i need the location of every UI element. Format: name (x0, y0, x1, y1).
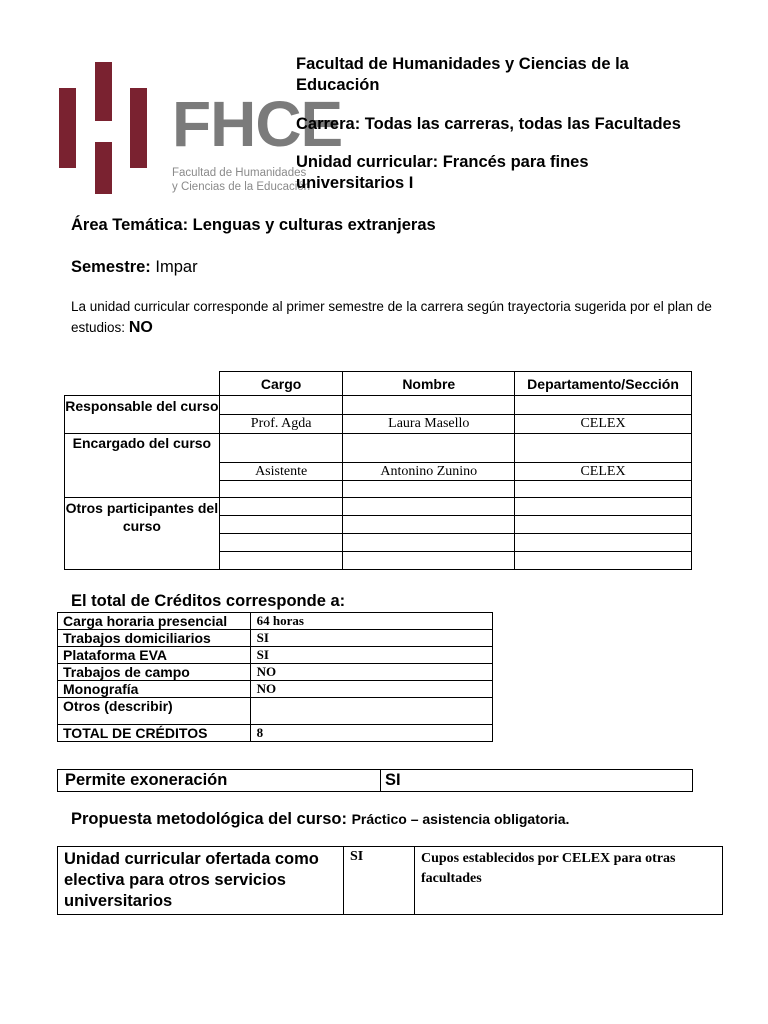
table-row (58, 681, 493, 698)
encargado-cargo: Asistente (219, 463, 343, 481)
credit-label: Otros (describir) (58, 698, 251, 725)
trajectory-answer: NO (128, 319, 153, 336)
credit-label: Plataforma EVA (58, 647, 251, 664)
encargado-nombre: Antonino Zunino (343, 463, 515, 481)
elective-label: Unidad curricular ofertada como electiva para otros servicios universitarios (58, 847, 344, 915)
methodology-value: Práctico – asistencia obligatoria. (351, 811, 570, 827)
table-cell (219, 434, 343, 463)
encargado-label: Encargado del curso (65, 434, 220, 498)
career-line: Carrera: Todas las carreras, todas las Facultades (296, 115, 681, 133)
credit-label: Monografía (58, 681, 251, 698)
table-row (65, 396, 692, 415)
credit-value: SI (250, 630, 492, 647)
credits-title: El total de Créditos corresponde a: (71, 592, 346, 610)
credit-total-value: 8 (250, 725, 492, 742)
table-cell (219, 396, 343, 415)
exoneration-value: SI (381, 770, 693, 792)
area-tematica: Área Temática: Lenguas y culturas extranjeras (71, 216, 436, 234)
otros-label: Otros participantes del curso (65, 498, 220, 570)
staff-corner (65, 372, 220, 396)
col-header-cargo: Cargo (219, 372, 343, 396)
table-cell (515, 534, 692, 552)
credit-label: Trabajos domiciliarios (58, 630, 251, 647)
table-cell (515, 434, 692, 463)
elective-value: SI (344, 847, 415, 915)
encargado-depto: CELEX (515, 463, 692, 481)
table-row (58, 770, 693, 792)
logo-acronym: FHCE (172, 88, 343, 160)
credits-table (57, 612, 493, 742)
responsable-depto: CELEX (515, 415, 692, 434)
table-row (58, 698, 493, 725)
elective-note: Cupos establecidos por CELEX para otras facultades (415, 847, 723, 915)
credit-value (250, 698, 492, 725)
table-cell (515, 516, 692, 534)
credit-value: NO (250, 664, 492, 681)
table-row (58, 664, 493, 681)
credit-value: NO (250, 681, 492, 698)
logo-bar-left (59, 88, 76, 168)
faculty-name: Facultad de Humanidades y Ciencias de la Educación (296, 55, 629, 94)
logo-subtitle-line1: Facultad de Humanidades (172, 167, 307, 179)
table-cell (515, 498, 692, 516)
semester-label: Semestre: (71, 258, 151, 276)
table-cell (219, 516, 343, 534)
table-row (58, 847, 723, 915)
responsable-label: Responsable del curso (65, 396, 220, 434)
table-cell (219, 552, 343, 570)
credit-label: Trabajos de campo (58, 664, 251, 681)
exoneration-table (57, 769, 693, 792)
table-cell (343, 481, 515, 498)
credit-value: SI (250, 647, 492, 664)
table-row (58, 630, 493, 647)
logo-bar-center-bottom (95, 142, 112, 194)
semester-line (71, 258, 198, 277)
methodology-label: Propuesta metodológica del curso: (71, 810, 347, 828)
responsable-nombre: Laura Masello (343, 415, 515, 434)
col-header-nombre: Nombre (343, 372, 515, 396)
logo-bar-center-top (95, 62, 112, 130)
table-row (65, 434, 692, 463)
responsable-cargo: Prof. Agda (219, 415, 343, 434)
trajectory-text: La unidad curricular corresponde al primer semestre de la carrera según trayectoria sugerida por el plan de estudios: (71, 299, 712, 335)
methodology-line (71, 810, 569, 829)
table-row (58, 647, 493, 664)
trajectory-statement (71, 296, 721, 338)
col-header-depto: Departamento/Sección (515, 372, 692, 396)
logo-bar-crossbar (76, 121, 130, 133)
table-row (65, 498, 692, 516)
exoneration-label: Permite exoneración (58, 770, 381, 792)
credit-value: 64 horas (250, 613, 492, 630)
table-cell (343, 534, 515, 552)
logo-bar-right (130, 88, 147, 168)
table-cell (515, 396, 692, 415)
elective-table (57, 846, 723, 915)
table-cell (343, 498, 515, 516)
table-row (58, 725, 493, 742)
table-cell (343, 396, 515, 415)
table-cell (219, 534, 343, 552)
logo-subtitle (172, 166, 310, 194)
logo-subtitle-line2: y Ciencias de la Educación (172, 181, 311, 193)
table-cell (515, 552, 692, 570)
credit-total-label: TOTAL DE CRÉDITOS (58, 725, 251, 742)
table-cell (343, 434, 515, 463)
unit-line: Unidad curricular: Francés para fines universitarios I (296, 153, 589, 192)
semester-value: Impar (155, 258, 198, 276)
staff-table (64, 371, 692, 570)
table-row (58, 613, 493, 630)
table-cell (219, 498, 343, 516)
table-cell (343, 552, 515, 570)
credit-label: Carga horaria presencial (58, 613, 251, 630)
table-cell (343, 516, 515, 534)
staff-header-row (65, 372, 692, 396)
table-cell (515, 481, 692, 498)
table-cell (219, 481, 343, 498)
